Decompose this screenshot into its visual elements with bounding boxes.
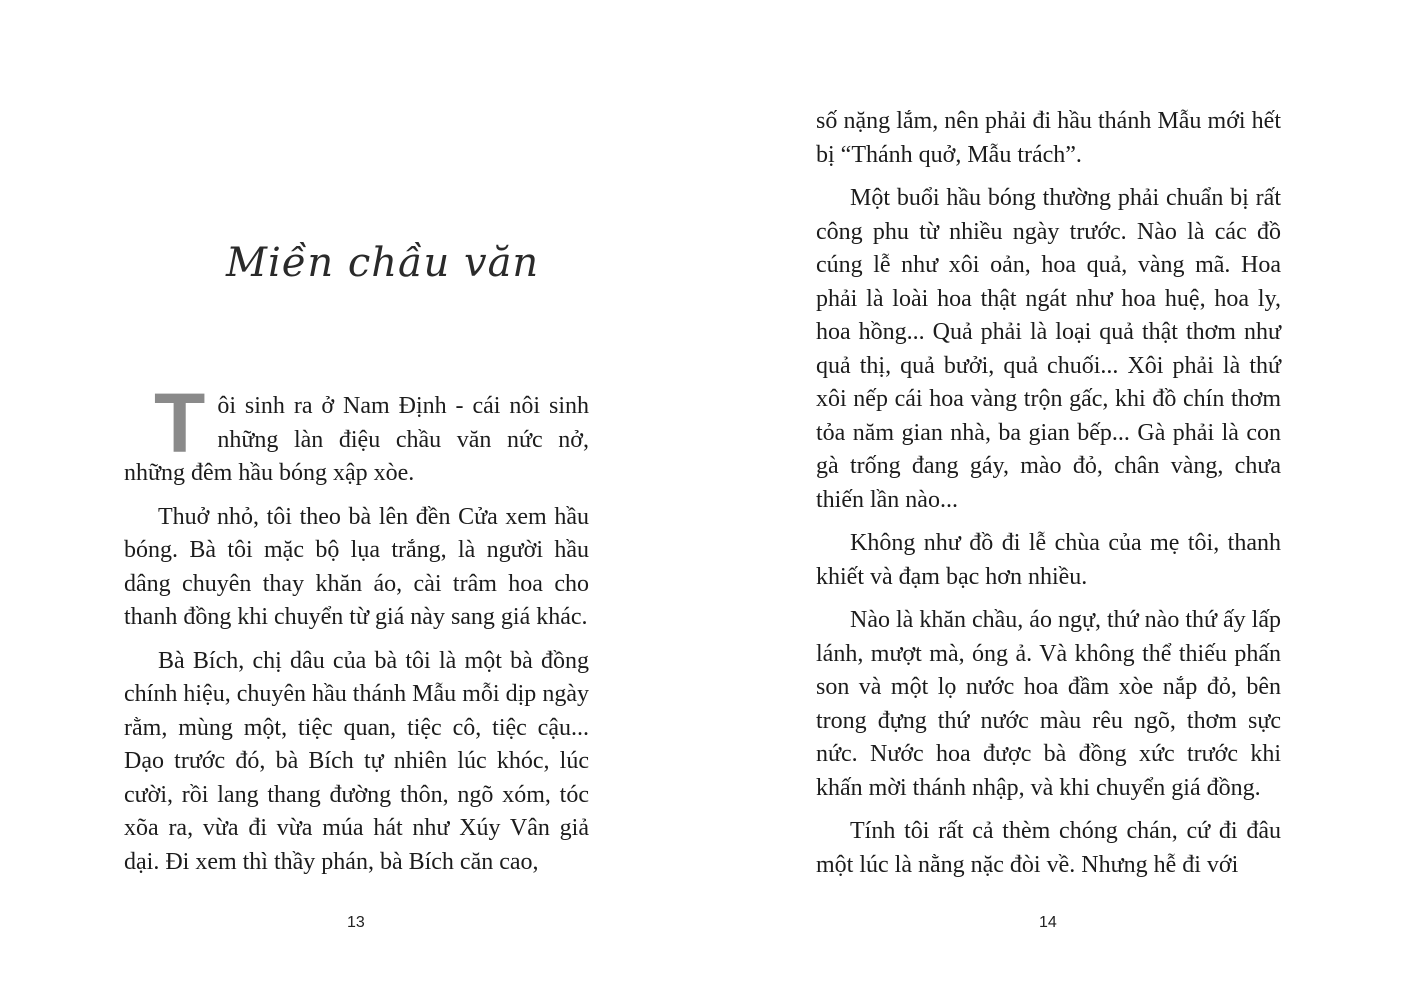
- paragraph: Không như đồ đi lễ chùa của mẹ tôi, thanh khiết và đạm bạc hơn nhiều.: [816, 530, 1281, 590]
- paragraph: Một buổi hầu bóng thường phải chuẩn bị rất công phu từ nhiều ngày trước. Nào là các đồ cúng lễ như xôi oản, hoa quả, vàng mã. Hoa phải là loài hoa thật ngát như hoa huệ, hoa ly, hoa hồng... Quả phải là loại quả thật thơm như quả thị, quả bưởi, quả chuối... Xôi phải là thứ xôi nếp cái hoa vàng trộn gấc, khi đồ chín thơm tỏa năm gian nhà, ba gian bếp... Gà phải là con gà trống đang gáy, mào đỏ, chân vàng, chưa thiến lần nào...: [816, 185, 1281, 513]
- right-page: [712, 0, 1425, 986]
- page-number-right: 14: [1039, 914, 1057, 931]
- left-page: [0, 0, 712, 986]
- left-body-text: [124, 376, 589, 879]
- paragraph-opening-text: ôi sinh ra ở Nam Định - cái nôi sinh những làn điệu chầu văn nức nở, những đêm hầu bóng xập xòe.: [124, 393, 589, 486]
- paragraph: Nào là khăn chầu, áo ngự, thứ nào thứ ấy lấp lánh, mượt mà, óng ả. Và không thể thiếu phấn son và một lọ nước hoa đầm xòe nắp đỏ, bên trong đựng thứ nước màu rêu ngõ, thơm sực nức. Nước hoa được bà đồng xức trước khi khấn mời thánh nhập, và khi chuyển giá đồng.: [816, 607, 1281, 801]
- paragraph: Tính tôi rất cả thèm chóng chán, cứ đi đâu một lúc là nằng nặc đòi về. Nhưng hễ đi với: [816, 818, 1281, 878]
- chapter-title: Miền chầu văn: [226, 240, 540, 286]
- drop-cap: T: [154, 376, 206, 470]
- right-body-text: [816, 105, 1281, 882]
- paragraph-continued: số nặng lắm, nên phải đi hầu thánh Mẫu mới hết bị “Thánh quở, Mẫu trách”.: [816, 108, 1281, 168]
- paragraph: Bà Bích, chị dâu của bà tôi là một bà đồng chính hiệu, chuyên hầu thánh Mẫu mỗi dịp ngày rằm, mùng một, tiệc quan, tiệc cô, tiệc cậu... Dạo trước đó, bà Bích tự nhiên lúc khóc, lúc cười, rồi lang thang đường thôn, ngõ xóm, tóc xõa ra, vừa đi vừa múa hát như Xúy Vân giả dại. Đi xem thì thầy phán, bà Bích căn cao,: [124, 647, 589, 875]
- paragraph-opening: [124, 376, 589, 491]
- page-number-left: 13: [347, 914, 365, 931]
- paragraph: Thuở nhỏ, tôi theo bà lên đền Cửa xem hầu bóng. Bà tôi mặc bộ lụa trắng, là người hầu dâng chuyên thay khăn áo, cài trâm hoa cho thanh đồng khi chuyển từ giá này sang giá khác.: [124, 503, 589, 630]
